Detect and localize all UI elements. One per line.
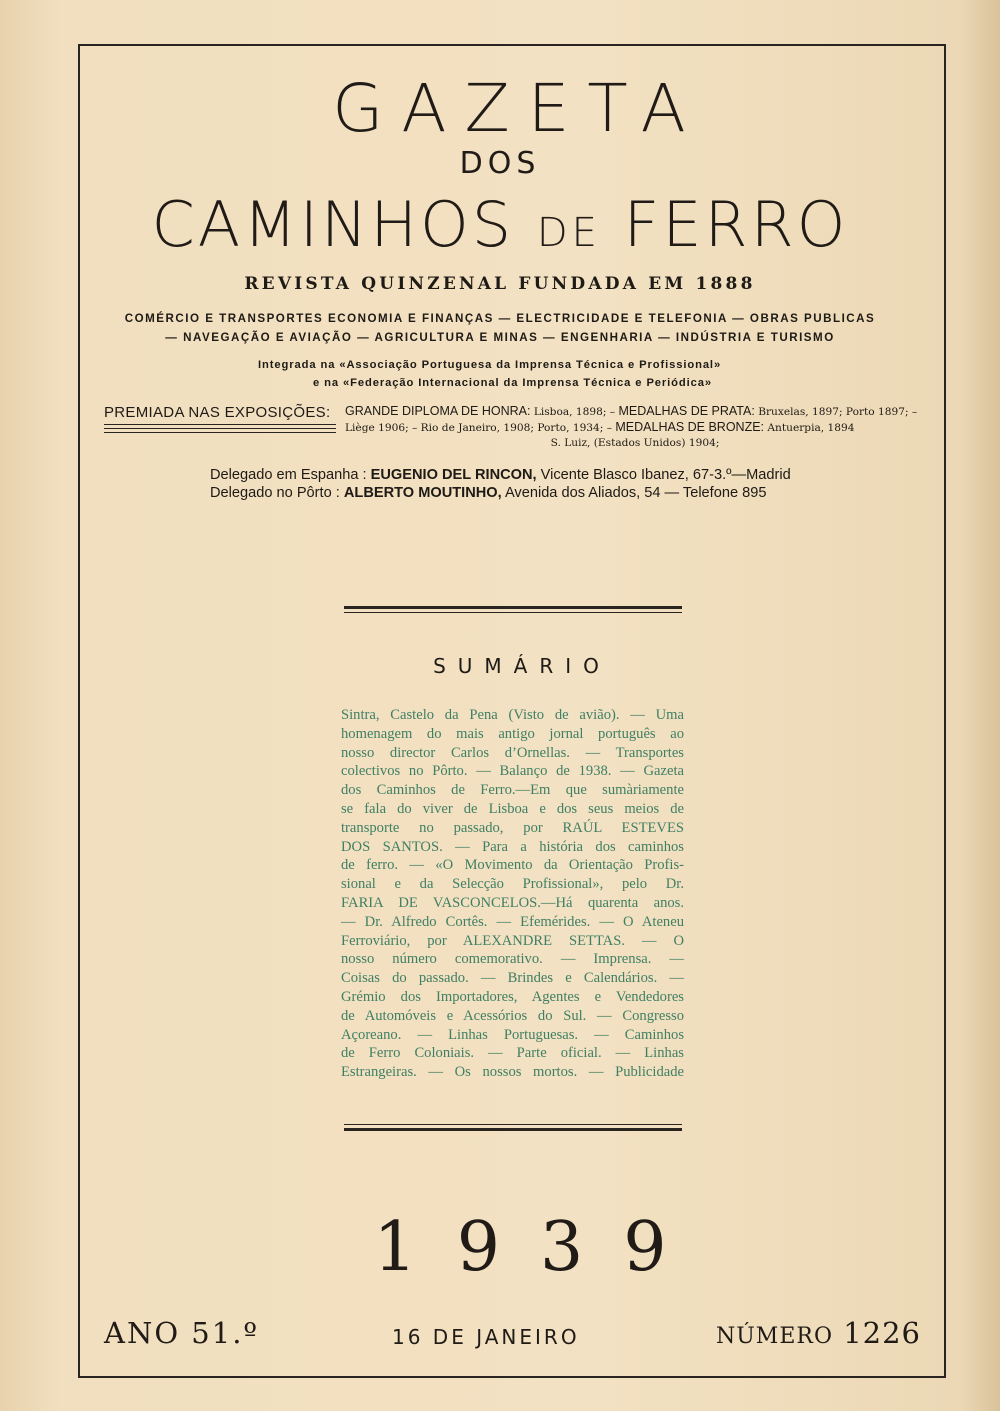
sumario-line: colectivos no Pôrto. — Balanço de 1938. — Gazeta	[341, 763, 684, 780]
sumario-title: SUMÁRIO	[433, 654, 611, 678]
title-gazeta: GAZETA	[332, 70, 704, 147]
sumario-line: homenagem do mais antigo jornal português ao	[341, 725, 684, 742]
sumario-bottom-rule	[344, 1124, 682, 1131]
award-medalhas-prata: MEDALHAS DE PRATA:	[618, 404, 755, 418]
sumario-line: FARIA DE VASCONCELOS.—Há quarenta anos.	[341, 894, 684, 911]
sumario-line: transporte no passado, por RAÚL ESTEVES	[341, 819, 684, 836]
sumario-line: nosso director Carlos d’Ornellas. — Transportes	[341, 744, 684, 761]
sumario-line: de Ferro Coloniais. — Parte oficial. — Linhas	[341, 1045, 684, 1062]
sumario-top-rule	[344, 606, 682, 613]
delegate-porto-name: ALBERTO MOUTINHO,	[343, 485, 502, 501]
year: 1939	[373, 1208, 707, 1287]
sumario-contents	[341, 706, 684, 1082]
sumario-line: dos Caminhos de Ferro.—Em que sumàriamente	[341, 782, 684, 799]
title-de: DE	[536, 210, 601, 256]
title-ferro: FERRO	[623, 188, 849, 261]
delegate-porto	[210, 485, 766, 501]
title-caminhos: CAMINHOS	[151, 188, 515, 261]
award-text-4: S. Luiz, (Estados Unidos) 1904;	[550, 437, 720, 449]
sumario-line: Coisas do passado. — Brindes e Calendários. —	[341, 970, 684, 987]
sumario-line: Grémio dos Importadores, Agentes e Vendedores	[341, 988, 684, 1005]
award-text-3: Antuerpia, 1894	[764, 422, 855, 434]
sumario-line: de ferro. — «O Movimento da Orientação Profis-	[341, 857, 684, 874]
award-grande-diploma: GRANDE DIPLOMA DE HONRA:	[345, 404, 531, 418]
sumario-line: de Automóveis e Acessórios do Sul. — Congresso	[341, 1007, 684, 1024]
subtitle: REVISTA QUINZENAL FUNDADA EM 1888	[244, 274, 756, 294]
sumario-line: sional e da Selecção Profissional», pelo Dr.	[341, 876, 684, 893]
title-caminhos-de-ferro	[0, 188, 1000, 261]
issue-number-value: 1226	[843, 1316, 922, 1350]
integrada-line-1: Integrada na «Associação Portuguesa da Imprensa Técnica e Profissional»	[258, 359, 722, 371]
award-medalhas-bronze: MEDALHAS DE BRONZE:	[615, 420, 765, 434]
awards-label-rules	[104, 424, 336, 436]
sumario-line: — Dr. Alfredo Cortês. — Efemérides. — O Ateneu	[341, 913, 684, 930]
title-dos: DOS	[459, 146, 541, 181]
sumario-line: nosso número comemorativo. — Imprensa. —	[341, 951, 684, 968]
delegate-espanha-label: Delegado em Espanha :	[210, 467, 371, 483]
awards-list	[345, 404, 925, 451]
issue-number	[716, 1316, 921, 1350]
delegate-porto-label: Delegado no Pôrto :	[210, 485, 344, 501]
subjects-line-1: COMÉRCIO E TRANSPORTES ECONOMIA E FINANÇAS — ELECTRICIDADE E TELEFONIA — OBRAS PUBLICAS	[124, 312, 876, 325]
sumario-line: Sintra, Castelo da Pena (Visto de avião). — Uma	[341, 707, 684, 723]
issue-year-number: ANO 51.º	[104, 1316, 260, 1350]
issue-number-label: NÚMERO	[716, 1324, 833, 1349]
sumario-line: Açoreano. — Linhas Portuguesas. — Caminhos	[341, 1026, 684, 1043]
issue-date: 16 DE JANEIRO	[392, 1325, 580, 1349]
award-text-2: Bruxelas, 1897; Porto 1897; – Liège 1906; – Rio de Janeiro, 1908; Porto, 1934; –	[345, 406, 918, 434]
awards-label: PREMIADA NAS EXPOSIÇÕES:	[104, 404, 331, 421]
integrada-line-2: e na «Federação Internacional da Imprensa Técnica e Periódica»	[313, 377, 713, 389]
award-text-1: Lisboa, 1898; –	[530, 406, 619, 418]
delegate-espanha-address: Vicente Blasco Ibanez, 67-3.º—Madrid	[536, 467, 791, 483]
sumario-line: Ferroviário, por ALEXANDRE SETTAS. — O	[341, 932, 684, 949]
delegate-espanha	[210, 467, 791, 483]
sumario-line: DOS SANTOS. — Para a história dos caminhos	[341, 838, 684, 855]
delegate-espanha-name: EUGENIO DEL RINCON,	[370, 467, 537, 483]
delegate-porto-address: Avenida dos Aliados, 54 — Telefone 895	[501, 485, 767, 501]
subjects-line-2: — NAVEGAÇÃO E AVIAÇÃO — AGRICULTURA E MINAS — ENGENHARIA — INDÚSTRIA E TURISMO	[165, 331, 835, 344]
sumario-line: Estrangeiras. — Os nossos mortos. — Publicidade	[341, 1064, 684, 1081]
sumario-line: se fala do viver de Lisboa e dos seus meios de	[341, 800, 684, 817]
